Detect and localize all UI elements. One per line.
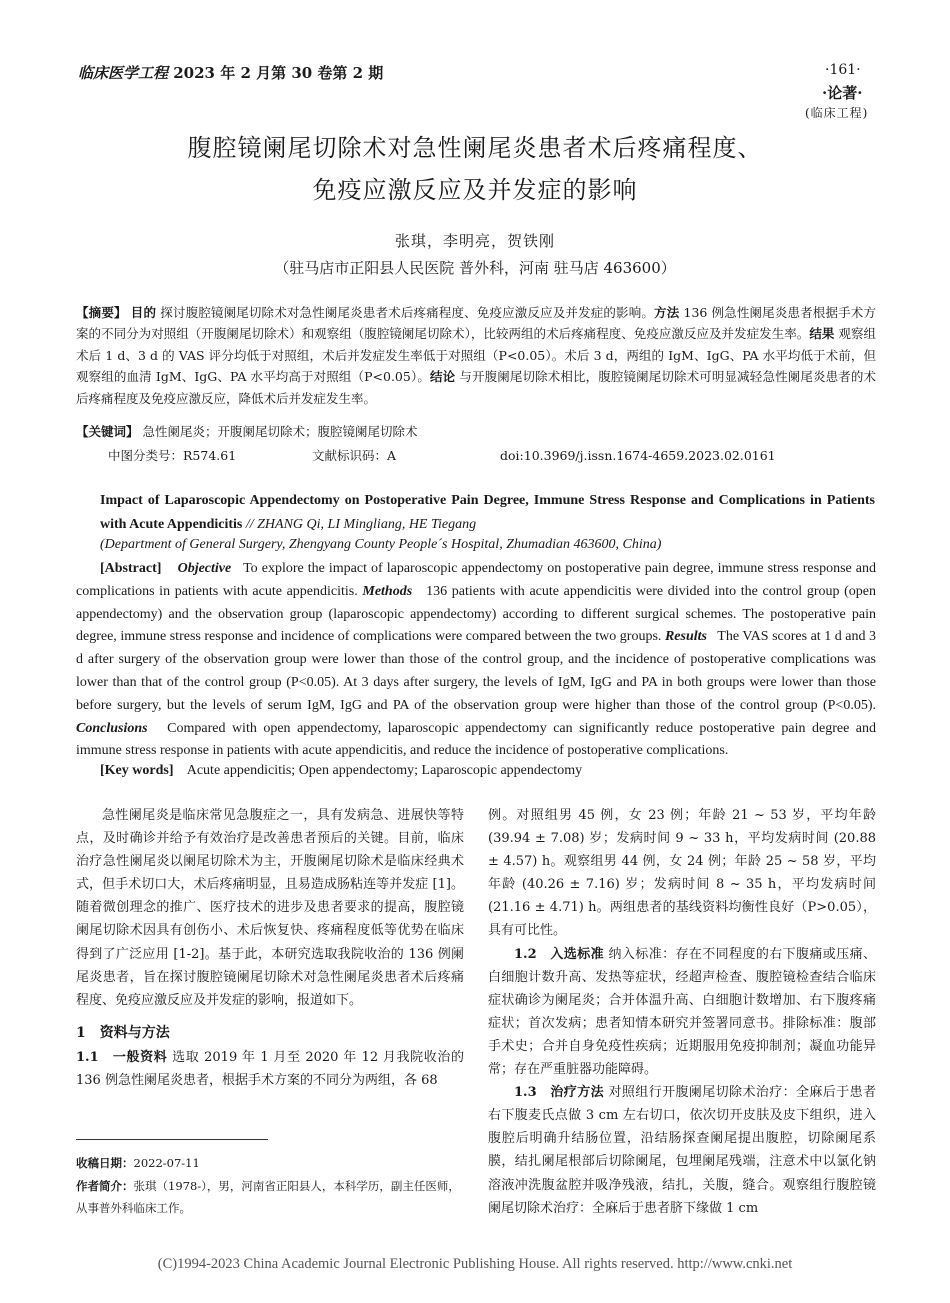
- abstract-cn-objective: 探讨腹腔镜阑尾切除术对急性阑尾炎患者术后疼痛程度、免疫应激反应及并发症的影响。: [160, 305, 655, 320]
- abstract-en-conclusion-label: Conclusions: [76, 720, 148, 736]
- received-date: 2022-07-11: [133, 1156, 200, 1170]
- abstract-en-label: [Abstract]: [100, 561, 162, 576]
- journal-name: 临床医学工程: [78, 64, 169, 82]
- english-authors: // ZHANG Qi, LI Mingliang, HE Tiegang: [245, 517, 477, 532]
- abstract-en-results-label: Results: [664, 629, 707, 645]
- footnotes: [76, 1152, 464, 1220]
- article-category: ·论著·: [822, 84, 863, 102]
- abstract-en-methods: 136 patients with acute appendicitis were divided into the control group (open appendectomy) and the observation group (laparoscopic appendectomy) according to different surgical schemes. The postoperative pain degree, immune stress response and incidence of complications were compared between the two groups.: [76, 583, 876, 645]
- abstract-cn-results-label: 结果: [809, 326, 835, 342]
- keywords-en: [100, 763, 875, 779]
- author-info: 张琪（1978-），男，河南省正阳县人，本科学历，副主任医师，从事普外科临床工作。: [76, 1178, 460, 1215]
- clc-value: R574.61: [183, 448, 237, 463]
- abstract-cn-methods: 136 例急性阑尾炎患者根据手术方案的不同分为对照组（开腹阑尾切除术）和观察组（腹腔镜阑尾切除术），比较两组的术后疼痛程度、免疫应激反应及并发症发生率。: [76, 305, 876, 342]
- subsection-1-2-text: 纳入标准：存在不同程度的右下腹痛或压痛、白细胞计数升高、发热等症状，经超声检查、腹腔镜检查结合临床症状确诊为阑尾炎；合并体温升高、白细胞计数增加、右下腹疼痛症状；首次发病；患者知情本研究并签署同意书。排除标准：腹部手术史；合并自身免疫性疾病；近期服用免疫抑制剂；凝血功能异常；存在严重脏器功能障碍。: [488, 946, 876, 1078]
- keywords-cn-label: 【关键词】: [76, 424, 139, 439]
- abstract-cn-conclusion: 与开腹阑尾切除术相比，腹腔镜阑尾切除术可明显减轻急性阑尾炎患者的术后疼痛程度及免疫应激反应，降低术后并发症发生率。: [76, 369, 876, 406]
- doi: doi:10.3969/j.issn.1674-4659.2023.02.0161: [500, 448, 776, 463]
- doc-label: 文献标识码：: [312, 448, 388, 463]
- classification-line: [108, 446, 908, 464]
- keywords-cn: [76, 422, 876, 440]
- english-affiliation: (Department of General Surgery, Zhengyang County People´s Hospital, Zhumadian 463600, China): [100, 537, 662, 552]
- subsection-1-3-text: 对照组行开腹阑尾切除术治疗：全麻后于患者右下腹麦氏点做 3 cm 左右切口，依次切开皮肤及皮下组织，进入腹腔后明确升结肠位置，沿结肠探查阑尾提出腹腔，切除阑尾系膜，结扎阑尾根部后切除阑尾，包埋阑尾残端，注意术中以氯化钠溶液冲洗腹盆腔并吸净残液，结扎，关腹，缝合。观察组行腹腔镜阑尾切除术治疗：全麻后于患者脐下缘做 1 cm: [488, 1085, 876, 1216]
- journal-tag: (临床工程): [805, 106, 869, 120]
- abstract-en-objective: To explore the impact of laparoscopic appendectomy on postoperative pain degree, immune stress response and complications in patients with acute appendicitis.: [76, 561, 876, 599]
- subsection-1-1-continued: 例。对照组男 45 例，女 23 例；年龄 21 ~ 53 岁，平均年龄 (39.94 ± 7.08) 岁；发病时间 9 ~ 33 h，平均发病时间 (20.88 ± 4.57) h。观察组男 44 例，女 24 例；年龄 25 ~ 58 岁，平均年龄 (40.26 ± 7.16) 岁；发病时间 8 ~ 35 h，平均发病时间 (21.16 ± 4.71) h。两组患者的基线资料均衡性良好（P>0.05），具有可比性。: [488, 808, 876, 939]
- received-label: 收稿日期：: [76, 1156, 134, 1170]
- abstract-en-results: The VAS scores at 1 d and 3 d after surgery of the observation group were lower than those of the control group, and the incidence of postoperative complications was lower than that of the control group (P<0.05). At 3 days after surgery, the levels of IgM, IgG and PA in both groups were lower than those before surgery, but the levels of serum IgM, IgG and PA of the observation group were higher than those of the control group (P<0.05).: [76, 629, 876, 713]
- copyright-footer: (C)1994-2023 China Academic Journal Electronic Publishing House. All rights reserved. http://www.cnki.net: [157, 1256, 793, 1272]
- section-1-heading: 1 资料与方法: [76, 1024, 170, 1041]
- abstract-en-objective-label: Objective: [177, 561, 232, 576]
- article-title-line1: 腹腔镜阑尾切除术对急性阑尾炎患者术后疼痛程度、: [187, 134, 763, 162]
- english-title: [100, 489, 875, 537]
- english-title-text: Impact of Laparoscopic Appendectomy on Postoperative Pain Degree, Immune Stress Response and Complications in Patients with Acute Appendicitis: [100, 493, 875, 532]
- subsection-1-1-label: 1.1 一般资料: [76, 1049, 168, 1065]
- authors: 张琪，李明亮，贺铁刚: [394, 232, 555, 250]
- body-right-column: [488, 804, 876, 1220]
- subsection-1-1-text: 选取 2019 年 1 月至 2020 年 12 月我院收治的 136 例急性阑尾炎患者，根据手术方案的不同分为两组，各 68: [76, 1049, 464, 1088]
- abstract-cn-objective-label: 目的: [130, 305, 157, 320]
- keywords-en-label: [Key words]: [100, 763, 174, 778]
- journal-issue: 2023 年 2 月第 30 卷第 2 期: [173, 64, 384, 82]
- doc-value: A: [387, 448, 397, 463]
- footnote-divider: [76, 1139, 268, 1140]
- body-left-column: [76, 804, 464, 1092]
- abstract-cn-label: 【摘要】: [76, 305, 127, 320]
- subsection-1-2-label: 1.2 入选标准: [514, 946, 604, 962]
- abstract-cn-results: 观察组术后 1 d、3 d 的 VAS 评分均低于对照组，术后并发症发生率低于对照组（P<0.05）。术后 3 d，两组的 IgM、IgG、PA 水平均低于术前，但观察组的血清 IgM、IgG、PA 水平均高于对照组（P<0.05）。: [76, 326, 876, 385]
- abstract-cn-methods-label: 方法: [654, 305, 680, 320]
- abstract-cn: [76, 302, 876, 409]
- affiliation: （驻马店市正阳县人民医院 普外科，河南 驻马店 463600）: [274, 259, 676, 277]
- abstract-en-methods-label: Methods: [362, 583, 413, 599]
- abstract-en: [76, 558, 876, 763]
- clc-label: 中图分类号：: [108, 448, 184, 463]
- journal-header: [78, 62, 383, 83]
- article-title-line2: 免疫应激反应及并发症的影响: [312, 176, 638, 204]
- subsection-1-3-label: 1.3 治疗方法: [514, 1085, 604, 1101]
- abstract-en-conclusion: Compared with open appendectomy, laparoscopic appendectomy can significantly reduce postoperative pain degree and immune stress response in patients with acute appendicitis, and reduce the incidence of postoperative complications.: [76, 720, 876, 759]
- page-number: ·161·: [825, 62, 861, 78]
- abstract-cn-conclusion-label: 结论: [429, 369, 456, 385]
- author-info-label: 作者简介：: [76, 1178, 134, 1193]
- keywords-en-value: Acute appendicitis; Open appendectomy; Laparoscopic appendectomy: [186, 763, 583, 778]
- keywords-cn-value: 急性阑尾炎；开腹阑尾切除术；腹腔镜阑尾切除术: [142, 424, 418, 439]
- intro-paragraph: 急性阑尾炎是临床常见急腹症之一，具有发病急、进展快等特点，及时确诊并给予有效治疗是改善患者预后的关键。目前，临床治疗急性阑尾炎以阑尾切除术为主，开腹阑尾切除术是临床经典术式，但手术切口大，术后疼痛明显，且易造成肠粘连等并发症 [1]。随着微创理念的推广、医疗技术的进步及患者要求的提高，腹腔镜阑尾切除术因具有创伤小、术后恢复快、疼痛程度低等优势在临床得到了广泛应用 [1-2]。基于此，本研究选取我院收治的 136 例阑尾炎患者，旨在探讨腹腔镜阑尾切除术对急性阑尾炎患者术后疼痛程度、免疫应激反应及并发症的影响，报道如下。: [76, 808, 464, 1008]
